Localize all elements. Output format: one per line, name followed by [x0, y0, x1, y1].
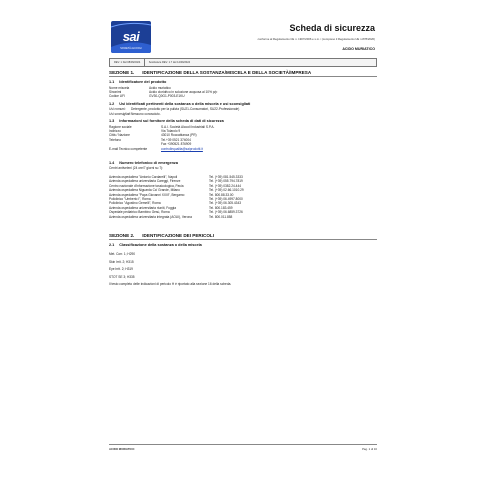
- document-title: Scheda di sicurezza: [289, 23, 375, 33]
- supplier-info-list: [109, 125, 377, 151]
- info-label: Azienda ospedaliera universitaria Careggi, Firenze: [109, 179, 181, 184]
- subsection-1-4-heading: [109, 161, 377, 165]
- info-label: Azienda ospedaliera "Antonio Cardarelli", Napoli: [109, 174, 178, 179]
- info-label: Azienda ospedaliera Niguarda Ca' Grande, Milano: [109, 188, 180, 193]
- subsection-1-1-heading: [109, 80, 377, 84]
- info-label: Ospedale pediatrico Bambino Gesù, Roma: [109, 210, 170, 215]
- info-value: Tel.+39 0521 374004: [161, 137, 191, 142]
- identified-uses-list: [109, 107, 377, 116]
- info-value: Tel. (+39) 02.66.1010.29: [209, 188, 244, 193]
- info-value: Tel. (+39) 0382.24.444: [209, 183, 241, 188]
- document-content: [109, 70, 377, 286]
- hazard-item: STOT SE 3; H335: [109, 274, 135, 279]
- footer-product: ACIDO MURIATICO: [109, 447, 135, 451]
- info-value: Tel. (+39) 06.305.4343: [209, 201, 241, 206]
- subsection-number: 2.1: [109, 242, 115, 247]
- info-label: Telefono: [109, 137, 122, 142]
- info-value: Tel. (+39) 081.545.3333: [209, 174, 243, 179]
- info-value: Fax +390521 876909: [161, 142, 192, 147]
- revision-replaces: Sostituisce REV. 1.7 del 14/09/2024: [148, 61, 191, 64]
- info-value: Tel. (+39) 055.794.7819: [209, 179, 243, 184]
- revision-bar: [109, 58, 377, 67]
- conformity-note: conforme al Regolamento CE n. 1907/2006 e s.m. i (compreso il Regolamento UE n.878/2020): [257, 37, 375, 41]
- emergency-intro: Centri antiveleni (24 ore/7 giorni su 7):: [109, 166, 164, 171]
- revision-number: REV. 1 Del 08/09/2024: [114, 61, 141, 64]
- subsection-number: 1.3: [109, 119, 115, 124]
- info-value: Acido muriatico: [149, 85, 171, 90]
- info-value: Detergente, prodotto per la pulizia (SU21-Consumatori, SU22-Professionale): [131, 107, 240, 112]
- section-2-heading: [109, 233, 377, 240]
- hazard-item: Met. Corr. 1; H290: [109, 252, 136, 257]
- section-title: IDENTIFICAZIONE DEI PERICOLI: [142, 232, 214, 238]
- info-label: Centro nazionale d'informazione tossicologica, Pavia: [109, 183, 184, 188]
- logo-subtext: SOCIETÀ ALCOOLI: [120, 47, 142, 50]
- logo-text: sai: [122, 29, 140, 44]
- info-label: Sinonimi: [109, 89, 122, 94]
- info-row: [109, 112, 377, 116]
- subsection-number: 1.4: [109, 160, 115, 165]
- info-value: Tel. (+39) 06.4997.8000: [209, 196, 243, 201]
- subsection-title: Informazioni sul fornitore della scheda di dati di sicurezza: [119, 119, 224, 124]
- section-1-heading: [109, 70, 377, 77]
- emergency-contacts-list: [109, 175, 377, 219]
- hazard-note: Il testo completo delle indicazioni di pericolo H è riportato alla sezione 16 della scheda.: [109, 282, 232, 287]
- info-value: Via Tolarolo 9: [161, 128, 181, 133]
- info-label: Codice UFI: [109, 94, 125, 99]
- subsection-number: 1.2: [109, 101, 115, 106]
- subsection-title: Usi identificati pertinenti della sostanza o della miscela e usi sconsigliati: [119, 101, 251, 106]
- section-title: IDENTIFICAZIONE DELLA SOSTANZA/MISCELA E DELLA SOCIETÀ/IMPRESA: [142, 70, 312, 75]
- info-label: Policlinico "Agostino Gemelli", Roma: [109, 201, 161, 206]
- subsection-title: Numero telefonico di emergenza: [119, 160, 178, 165]
- info-value: Tel. 800.88.33.00: [209, 192, 234, 197]
- info-label: Ragione sociale: [109, 124, 132, 129]
- info-label: E-mail Tecnico competente: [109, 146, 148, 151]
- subsection-title: Classificazione della sostanza o della miscela: [119, 242, 202, 247]
- subsection-number: 1.1: [109, 80, 115, 84]
- info-value: Tel. 800.183.459: [209, 205, 233, 210]
- sds-page: [103, 13, 383, 463]
- subsection-title: Identificatore del prodotto: [119, 80, 167, 84]
- sai-logo: [111, 21, 151, 53]
- hazard-item: Skin Irrit. 2; H315: [109, 259, 134, 264]
- email-link[interactable]: controllequalita@saiprodotti.it: [161, 146, 203, 151]
- info-label: Azienda ospedaliera universitaria integrata (AOUI), Verona: [109, 214, 192, 219]
- info-label: Azienda ospedaliera universitaria riuniti, Foggia: [109, 205, 176, 210]
- info-label: Nome miscela: [109, 85, 130, 90]
- section-number: SEZIONE 2.: [109, 232, 135, 238]
- hazard-classification-list: [109, 252, 377, 279]
- info-value: 43010 Roccabianca (PR): [161, 133, 197, 138]
- footer-page-number: Pag. 1 di 16: [362, 447, 377, 451]
- info-label: Usi comuni:: [109, 107, 126, 112]
- hazard-item: Eye Irrit. 2; H319: [109, 267, 133, 272]
- subsection-2-1-heading: [109, 243, 377, 247]
- product-name-header: ACIDO MURIATICO: [342, 47, 375, 51]
- subsection-1-3-heading: [109, 119, 377, 123]
- info-label: Città / Nazione: [109, 133, 130, 138]
- info-label: Policlinico "Umberto I", Roma: [109, 196, 151, 201]
- info-value: GV30-Q0G1-P003-E1KU: [149, 94, 185, 99]
- info-value: S.A.I. Società Alcooli Industriali S.P.A.: [161, 124, 215, 129]
- section-number: SEZIONE 1.: [109, 70, 135, 75]
- info-row: [109, 94, 377, 98]
- info-value: Tel. (+39) 06.6859.3726: [209, 210, 243, 215]
- info-label: Usi sconsigliati:: [109, 111, 131, 116]
- info-label: Indirizzo: [109, 128, 121, 133]
- page-footer: [109, 444, 377, 451]
- product-identifier-list: [109, 86, 377, 99]
- info-value: Acido cloridrico in soluzione acquosa al 10% p/p: [149, 89, 218, 94]
- info-value: Tel. 800.011.858: [209, 214, 233, 219]
- subsection-1-2-heading: [109, 102, 377, 106]
- info-value: Nessuno conosciuto.: [131, 111, 161, 116]
- info-label: Azienda ospedaliera "Papa Giovanni XXIII", Bergamo: [109, 192, 185, 197]
